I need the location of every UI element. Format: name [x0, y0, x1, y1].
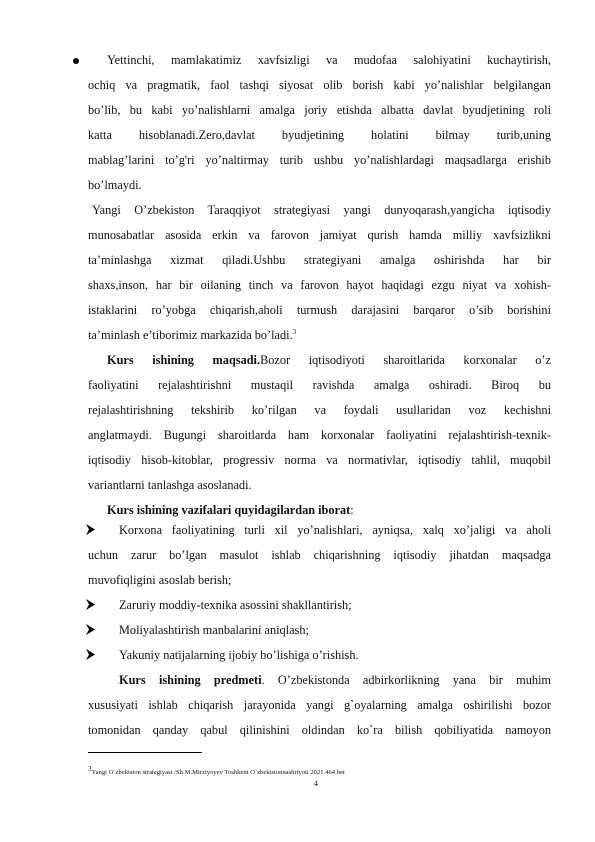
- arrow-bullet-icon: [86, 524, 95, 535]
- paragraph-2-line-1: Yangi O’zbekiston Taraqqiyot strategiyasi yangi dunyoqarash,yangicha iqtisodiy: [92, 203, 551, 217]
- paragraph-1-line-2: ochiq va pragmatik, faol tashqi siyosat olib borish kabi yo’nalishlar belgilangan: [88, 78, 551, 92]
- footnote-number: 3: [88, 765, 92, 773]
- paragraph-2-line-4: shaxs,inson, har bir oilaning tinch va farovon hayot haqidagi ezgu niyat va xohish-: [88, 278, 551, 292]
- paragraph-3-line-1: [107, 353, 551, 368]
- task-1-line-1: Korxona faoliyatining turli xil yo’nalishlari, ayniqsa, xalq xo’jaligi va aholi: [119, 523, 551, 537]
- task-4: Yakuniy natijalarning ijobiy bo’lishiga o’rishish.: [119, 648, 359, 662]
- paragraph-2-line-6: [88, 328, 551, 343]
- paragraph-3-line-5: iqtisodiy hisob-kitoblar, progressiv norma va normativlar, iqtisodiy tahlil, muqobil: [88, 453, 551, 467]
- paragraph-1-line-6: bo’lmaydi.: [88, 178, 142, 192]
- subject-heading: Kurs ishining predmeti: [119, 673, 262, 687]
- paragraph-3-line-2: faoliyatini rejalashtirishni mustaqil ravishda amalga oshiradi. Biroq bu: [88, 378, 551, 392]
- aim-heading: Kurs ishining maqsadi.: [107, 353, 261, 367]
- paragraph-2-line-6-text: ta’minlash e’tiborimiz markazida bo’ladi.: [88, 328, 293, 342]
- footnote: [88, 765, 345, 777]
- task-2: Zaruriy moddiy-texnika asossini shakllantirish;: [119, 598, 352, 612]
- task-3: Moliyalashtirish manbalarini aniqlash;: [119, 623, 309, 637]
- paragraph-2-line-5: istaklarini ro’yobga chiqarish,aholi turmush darajasini barqaror o’sib borishini: [88, 303, 551, 317]
- arrow-bullet-icon: [86, 649, 95, 660]
- tasks-heading-line: [107, 503, 551, 518]
- paragraph-2-line-2: munosabatlar asosida erkin va farovon jamiyat qurish hamda milliy xavfsizlikni: [88, 228, 551, 242]
- tasks-heading: Kurs ishining vazifalari quyidagilardan iborat: [107, 503, 351, 517]
- aim-heading-rest: Bozor iqtisodiyoti sharoitlarida korxonalar o’z: [260, 353, 551, 367]
- task-1-line-3: muvofiqligini asoslab berish;: [88, 573, 232, 587]
- bullet-dot-icon: [73, 58, 79, 64]
- paragraph-1-line-4: katta hisoblanadi.Zero,davlat byudjetining holatini bilmay turib,uning: [88, 128, 551, 142]
- paragraph-2-line-3: ta’minlashga xizmat qiladi.Ushbu strategiyani amalga oshirishda har bir: [88, 253, 551, 267]
- arrow-bullet-icon: [86, 599, 95, 610]
- paragraph-3-line-4: anglatmaydi. Bugungi sharoitlarda ham korxonalar faoliyatini rejalashtirish-texnik-: [88, 428, 551, 442]
- subject-heading-rest: . O’zbekistonda adbirkorlikning yana bir muhim: [261, 673, 551, 687]
- paragraph-5-line-1: [119, 673, 551, 688]
- footnote-reference[interactable]: 3: [292, 327, 297, 336]
- task-1-line-2: uchun zarur bo’lgan masulot ishlab chiqarishning iqtisodiy jihatdan maqsadga: [88, 548, 551, 562]
- paragraph-5-line-3: tomonidan qanday qabul qilinishini oldindan ko`ra bilish qobiliyatida namoyon: [88, 723, 551, 737]
- footnote-divider: [88, 752, 202, 753]
- paragraph-1-line-1: Yettinchi, mamlakatimiz xavfsizligi va mudofaa salohiyatini kuchaytirish,: [107, 53, 551, 67]
- paragraph-3-line-6: variantlarni tanlashga asoslanadi.: [88, 478, 252, 492]
- paragraph-1-line-3: bo’lib, bu kabi yo’nalishlarni amalga joriy etishda albatta davlat byudjetining roli: [88, 103, 551, 117]
- footnote-text: Yangi O`zbekiston strategiyasi /Sh.M.Mirziyoyev Toshkent O`zbekistonnashriyoti 2021.464 bet: [91, 769, 345, 777]
- arrow-bullet-icon: [86, 624, 95, 635]
- paragraph-5-line-2: xususiyati ishlab chiqarish jarayonida yangi g`oyalarning amalga oshirilishi bozor: [88, 698, 551, 712]
- paragraph-1-line-5: mablag’larini to’g'ri yo’naltirmay turib ushbu yo’nalishlardagi maqsadlarga erishib: [88, 153, 551, 167]
- tasks-heading-colon: :: [350, 503, 354, 517]
- paragraph-3-line-3: rejalashtirishning tekshirib ko’rilgan va foydali usullaridan voz kechishni: [88, 403, 551, 417]
- page-number: 4: [314, 779, 318, 788]
